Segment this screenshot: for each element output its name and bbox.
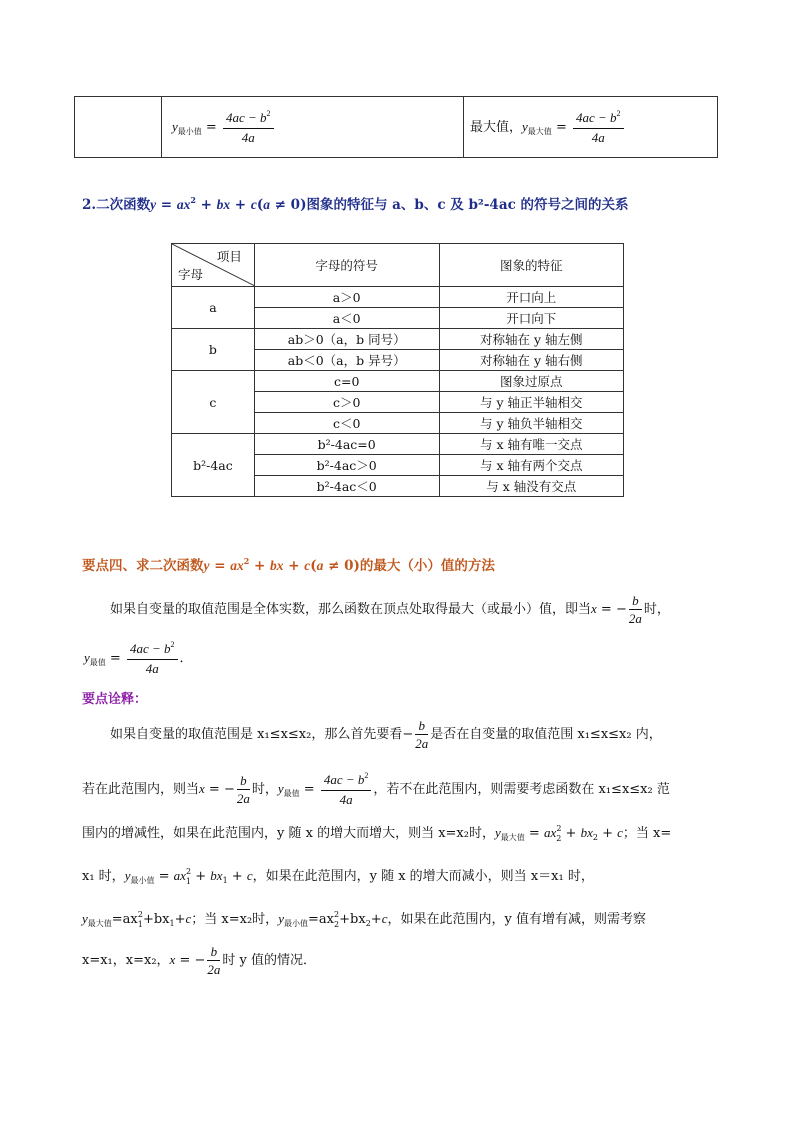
- para1-when: 时，: [643, 602, 670, 617]
- feature-cell: 对称轴在 y 轴左侧: [439, 329, 624, 350]
- notes-text: 围内的增减性，如果在此范围内，y 随 x 的增大而增大，则当 x=x₂时，: [82, 826, 495, 841]
- notes-line2: 若在此范围内，则当x = − $\frac{b}{2a}$ 时，$y_{最值}$ = $\frac{4ac - b^2}{4a}$ ，若不在此范围内，则需要考虑函数在 x₁≤x≤x₂ 范: [82, 771, 670, 807]
- sign-cell: ab＞0（a，b 同号）: [254, 329, 439, 350]
- feature-cell: 开口向下: [439, 308, 624, 329]
- sign-cell: c=0: [254, 371, 439, 392]
- notes-text: ，如果在此范围内，y 随 x 的增大而减小，则当 x＝x₁ 时，: [252, 869, 594, 884]
- min-numerator: 4ac − b: [225, 110, 267, 125]
- feature-cell: 与 x 轴有两个交点: [439, 455, 624, 476]
- col-header-sign: 字母的符号: [254, 244, 439, 287]
- notes-text: ，如果在此范围内，y 值有增有减，则需考察: [387, 912, 646, 927]
- feature-cell: 对称轴在 y 轴右侧: [439, 350, 624, 371]
- zui-label: 最值: [283, 789, 300, 798]
- notes-text: ；当 x=x₂时，: [191, 912, 279, 927]
- notes-text: 时 y 值的情况．: [222, 953, 316, 968]
- notes-line3: 围内的增减性，如果在此范围内，y 随 x 的增大而增大，则当 x=x₂时，$y_{最大值} = ax_2^2 + bx_2 + c$；当 x=: [82, 824, 672, 843]
- feature-cell: 与 x 轴没有交点: [439, 476, 624, 497]
- feature-cell: 图象过原点: [439, 371, 624, 392]
- notes-text: 若在此范围内，则当: [82, 782, 200, 797]
- sign-cell: b²-4ac=0: [254, 434, 439, 455]
- section2-prefix: 2.二次函数: [82, 197, 151, 213]
- max-label: 最大值: [87, 919, 112, 928]
- group-letter: b²-4ac: [172, 434, 255, 497]
- y-symbol: y: [172, 119, 178, 134]
- notes-line5: $y_{最大值}=ax_1^2+bx_1+c$；当 x=x₂时，$y_{最小值}=ax_2^2+bx_2+c$，如果在此范围内，y 值有增有减，则需考察: [82, 910, 646, 929]
- notes-heading: 要点诠释：: [82, 692, 148, 707]
- corner-header: [172, 244, 255, 287]
- notes-text: x=x₁，x=x₂，: [82, 953, 170, 968]
- notes-line1: 如果自变量的取值范围是 x₁≤x≤x₂，那么首先要看− $\frac{b}{2a}$ 是否在自变量的取值范围 x₁≤x≤x₂ 内，: [110, 718, 662, 751]
- table-cell-min-formula: $y_{最小值}$ = $\frac{4ac - b^2}{4a}$: [162, 97, 464, 157]
- min-label: 最小值: [283, 919, 308, 928]
- para1-text: 如果自变量的取值范围是全体实数，那么函数在顶点处取得最大（或最小）值，即当: [110, 602, 592, 617]
- feature-cell: 与 x 轴有唯一交点: [439, 434, 624, 455]
- sign-cell: a＞0: [254, 287, 439, 308]
- max-numerator: 4ac − b: [575, 110, 617, 125]
- notes-text: ；当 x=: [622, 826, 672, 841]
- notes-text: ，若不在此范围内，则需要考虑函数在 x₁≤x≤x₂ 范: [373, 782, 670, 797]
- notes-text: 如果自变量的取值范围是 x₁≤x≤x₂，那么首先要看: [110, 727, 403, 742]
- section4-prefix: 要点四、求二次函数: [82, 558, 204, 574]
- notes-text: 时，: [251, 782, 278, 797]
- para1-line1: 如果自变量的取值范围是全体实数，那么函数在顶点处取得最大（或最小）值，即当x = − $\frac{b}{2a}$ 时，: [110, 593, 670, 626]
- corner-top-label: 项目: [216, 249, 242, 264]
- table-cell-empty: [75, 97, 162, 157]
- min-label: 最小值: [130, 876, 155, 885]
- min-denominator: 4a: [241, 130, 255, 145]
- min-fraction: $\frac{4ac - b^2}{4a}$: [223, 109, 274, 146]
- notes-text: x₁ 时，: [82, 869, 125, 884]
- sign-cell: b²-4ac＞0: [254, 455, 439, 476]
- para1-result: $y_{最值}$ = $\frac{4ac - b^2}{4a}$ ．: [84, 640, 193, 676]
- result-label: 最值: [89, 658, 106, 667]
- sign-cell: c＞0: [254, 392, 439, 413]
- top-formula-table: [74, 96, 718, 158]
- group-letter: c: [172, 371, 255, 434]
- sign-cell: b²-4ac＜0: [254, 476, 439, 497]
- corner-bottom-label: 字母: [178, 267, 204, 282]
- notes-line6: x=x₁，x=x₂，x = − $\frac{b}{2a}$ 时 y 值的情况．: [82, 944, 316, 977]
- sign-cell: ab＜0（a，b 异号）: [254, 350, 439, 371]
- feature-cell: 与 y 轴负半轴相交: [439, 413, 624, 434]
- max-fraction: $\frac{4ac - b^2}{4a}$: [573, 109, 624, 146]
- notes-text: 是否在自变量的取值范围 x₁≤x≤x₂ 内，: [430, 727, 662, 742]
- group-letter: a: [172, 287, 255, 329]
- notes-line4: x₁ 时，$y_{最小值} = ax_1^2 + bx_1 + c$，如果在此范围内，y 随 x 的增大而减小，则当 x＝x₁ 时，: [82, 867, 594, 886]
- max-label: 最大值: [527, 127, 552, 136]
- group-letter: b: [172, 329, 255, 371]
- feature-cell: 开口向上: [439, 287, 624, 308]
- feature-cell: 与 y 轴正半轴相交: [439, 392, 624, 413]
- max-label: 最大值: [500, 833, 525, 842]
- relation-table: [171, 243, 624, 497]
- table-cell-max-formula: 最大值，$y_{最大值}$ = $\frac{4ac - b^2}{4a}$: [464, 97, 717, 157]
- sign-cell: a＜0: [254, 308, 439, 329]
- col-header-feature: 图象的特征: [439, 244, 624, 287]
- section2-heading: 2.二次函数$y = ax^2$ + bx + c(a ≠ 0)图象的特征与 a、b、c 及 b²-4ac 的符号之间的关系: [82, 195, 629, 213]
- section4-suffix: 的最大（小）值的方法: [359, 558, 495, 574]
- section4-heading: 要点四、求二次函数$y = ax^2$ + bx + c(a ≠ 0)的最大（小）值的方法: [82, 556, 495, 574]
- max-prefix: 最大值，: [470, 120, 523, 135]
- sign-cell: c＜0: [254, 413, 439, 434]
- section2-suffix: 图象的特征与 a、b、c 及 b²-4ac 的符号之间的关系: [306, 197, 629, 213]
- max-denominator: 4a: [591, 130, 605, 145]
- min-label: 最小值: [177, 127, 202, 136]
